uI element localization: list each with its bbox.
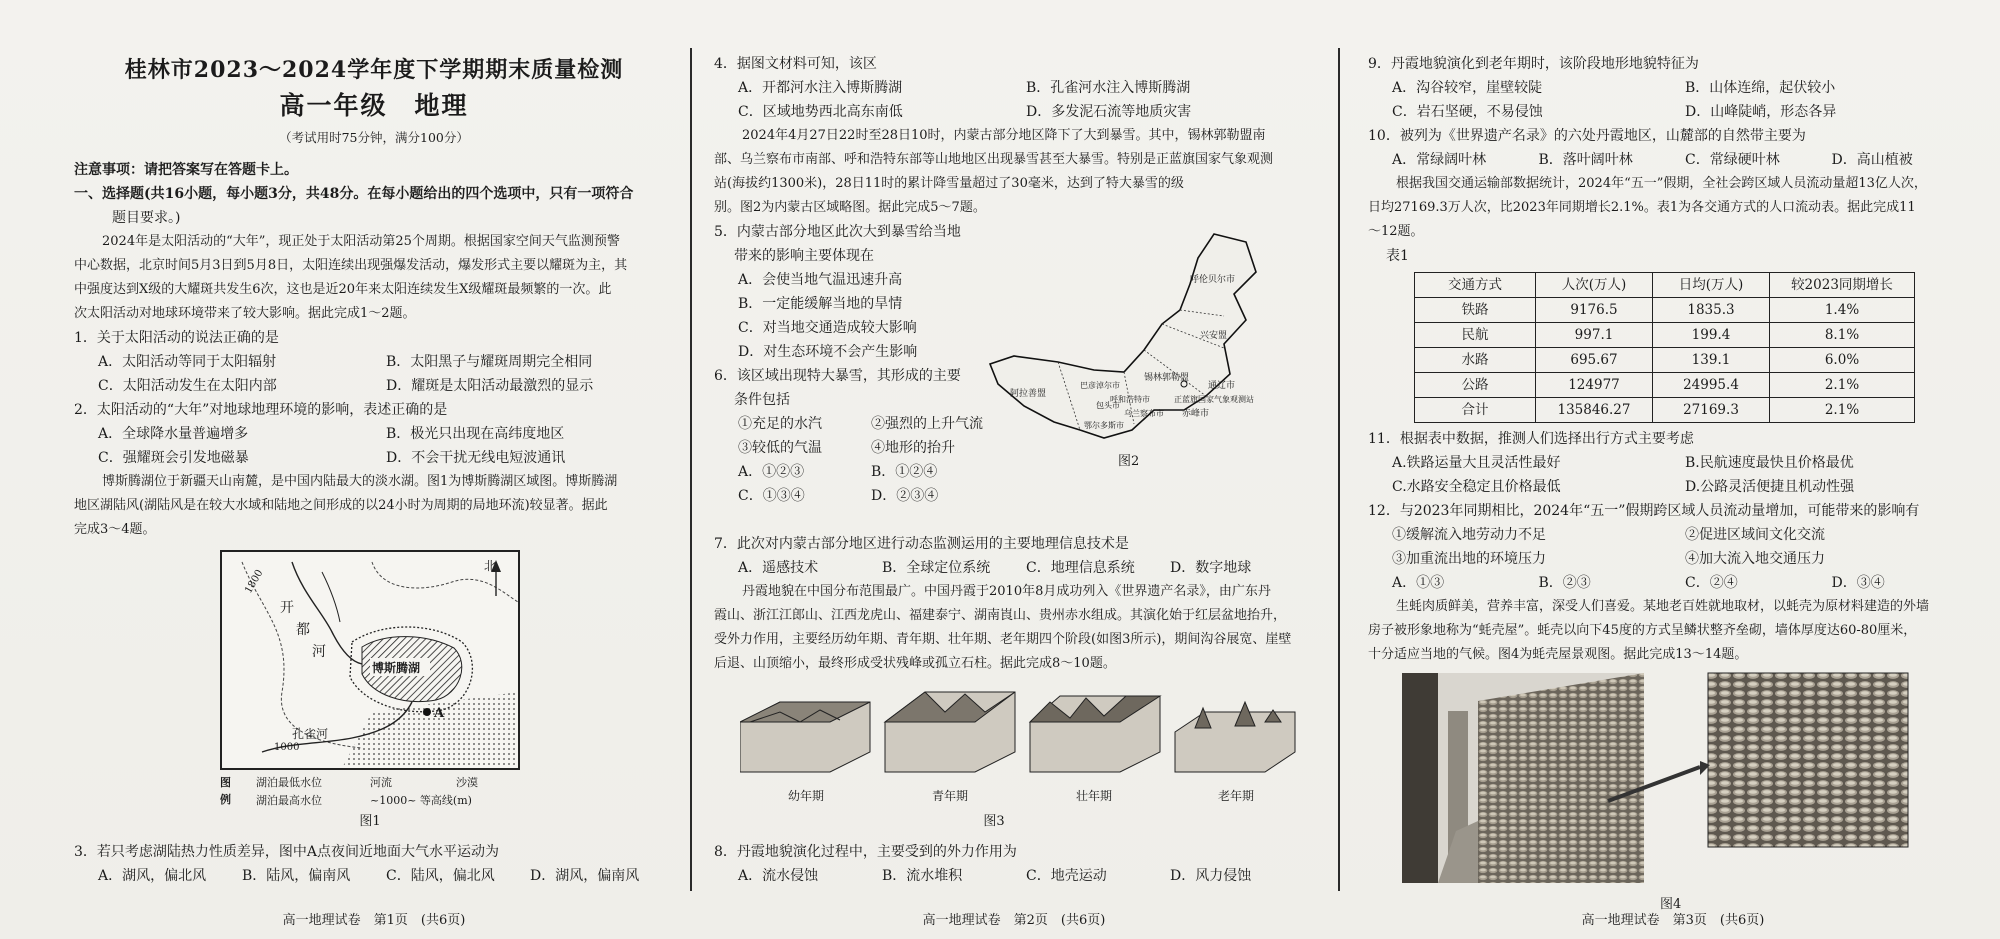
passage-3: [714, 124, 1314, 220]
question-9: 9．丹霞地貌演化到老年期时，该阶段地形地貌特征为: [1368, 56, 1699, 72]
lake-label: 博斯腾湖: [372, 661, 421, 675]
map-label: 兴安盟: [1200, 331, 1228, 341]
river-label: 河: [312, 644, 326, 660]
question-10: 10．被列为《世界遗产名录》的六处丹霞地区，山麓部的自然带主要为: [1368, 128, 1806, 144]
table-cell: 2.1%: [1770, 373, 1915, 398]
figure-2-map: [984, 224, 1274, 474]
stage-young-block: [885, 692, 1015, 772]
q7-option-a[interactable]: A．遥感技术: [738, 560, 819, 576]
passage-line: ～12题。: [1368, 224, 1424, 239]
table-cell: 民航: [1415, 323, 1536, 348]
danxia-stages: [740, 682, 1300, 782]
q9-option-b[interactable]: B．山体连绵，起伏较小: [1685, 80, 1836, 96]
q2-options-row2: [74, 446, 674, 470]
q11-option-a[interactable]: A.铁路运量大且灵活性最好: [1392, 455, 1561, 471]
table-cell: 合计: [1415, 398, 1536, 423]
passage-line: 房子被形象地称为“蚝壳屋”。蚝壳以向下45度的方式呈鳞状整齐垒砌，墙体厚度达60-80厘米，: [1368, 623, 1917, 638]
q9-options-row2: [1368, 100, 1978, 124]
q1-options-row2: [74, 374, 674, 398]
q4-options-row1: [714, 76, 1314, 100]
q6-item-2: ②强烈的上升气流: [871, 416, 983, 432]
q8-option-c[interactable]: C．地壳运动: [1026, 868, 1107, 884]
q7-option-b[interactable]: B．全球定位系统: [882, 560, 991, 576]
q4-options-row2: [714, 100, 1314, 124]
q6-option-b[interactable]: B．①②④: [871, 464, 938, 480]
question-3: 3．若只考虑湖陆热力性质差异，图中A点夜间近地面大气水平运动为: [74, 844, 500, 860]
passage-line: 十分适应当地的气候。图4为蚝壳屋景观图。据此完成13～14题。: [1368, 647, 1748, 662]
table-row: [1415, 298, 1915, 323]
q3-option-d[interactable]: D．湖风，偏南风: [530, 868, 640, 884]
table-cell: 9176.5: [1536, 298, 1653, 323]
stage-youth-block: [740, 702, 870, 772]
q1-options-row1: [74, 350, 674, 374]
table-row: [1415, 373, 1915, 398]
question-6: 6．该区域出现特大暴雪，其形成的主要: [714, 368, 961, 384]
q3-option-a[interactable]: A．湖风，偏北风: [98, 868, 207, 884]
q3-option-c[interactable]: C．陆风，偏北风: [386, 868, 495, 884]
q6-items-row2: [714, 436, 1004, 460]
q3-options: [74, 864, 674, 888]
q12-items-row2: [1368, 547, 1978, 571]
figure-1-map: [220, 550, 520, 770]
q9-options-row1: [1368, 76, 1978, 100]
q1-option-b[interactable]: B．太阳黑子与耀斑周期完全相同: [386, 354, 593, 370]
q5-q6-text: [714, 220, 1004, 508]
table-cell: 139.1: [1653, 348, 1770, 373]
map-label: 呼伦贝尔市: [1190, 275, 1236, 285]
map-label: 包头市: [1096, 401, 1120, 410]
question-4: 4．据图文材料可知，该区: [714, 56, 877, 72]
table-cell: 997.1: [1536, 323, 1653, 348]
figure-3-caption: 图3: [983, 814, 1005, 829]
q7-option-d[interactable]: D．数字地球: [1170, 560, 1252, 576]
map-label: 呼和浩特市: [1110, 395, 1150, 404]
table-cell: 6.0%: [1770, 348, 1915, 373]
table-header: 交通方式: [1415, 273, 1536, 298]
figure-4-caption: 图4: [1660, 897, 1682, 912]
exam-title: 桂林市2023～2024学年度下学期期末质量检测: [124, 57, 624, 83]
q12-option-d[interactable]: D．③④: [1831, 575, 1885, 591]
passage-line: 霞山、浙江江郎山、江西龙虎山、福建泰宁、湖南崀山、贵州赤水组成。其演化始于红层盆地抬升，: [714, 608, 1287, 623]
table-cell: 1.4%: [1770, 298, 1915, 323]
oyster-shell-house-photo: [1368, 671, 1928, 885]
question-8: 8．丹霞地貌演化过程中，主要受到的外力作用为: [714, 844, 1017, 860]
passage-5: [1368, 172, 1978, 244]
question-6-cont: 条件包括: [734, 392, 790, 408]
table-cell: 695.67: [1536, 348, 1653, 373]
passage-line: 站(海拔约1300米)，28日11时的累计降雪量超过了30毫米，达到了特大暴雪的级: [714, 176, 1184, 191]
page-footer: 高一地理试卷 第2页 (共6页): [922, 913, 1106, 928]
river-label: 开: [280, 600, 294, 616]
table-cell: 2.1%: [1770, 398, 1915, 423]
exam-note: （考试用时75分钟，满分100分）: [279, 130, 469, 145]
table-cell: 199.4: [1653, 323, 1770, 348]
passage-4: [714, 580, 1314, 676]
q12-item-4: ④加大流入地交通压力: [1685, 551, 1825, 567]
passage-line: 部、乌兰察布市南部、呼和浩特东部等山地地区出现暴雪甚至大暴雪。特别是正蓝旗国家气象观测: [714, 152, 1274, 167]
q5-option-a[interactable]: A．会使当地气温迅速升高: [738, 272, 903, 288]
legend-item: 湖泊最高水位: [256, 794, 322, 807]
table-cell: 27169.3: [1653, 398, 1770, 423]
stage-label: 幼年期: [788, 789, 825, 803]
river-label: 孔雀河: [292, 727, 329, 741]
table-caption: 表1: [1386, 248, 1409, 264]
legend-item: 沙漠: [456, 776, 478, 789]
figure-3-diagram: [740, 682, 1314, 810]
page-footer: 高一地理试卷 第3页 (共6页): [1581, 913, 1765, 928]
legend-item: 河流: [370, 776, 392, 789]
q1-option-d[interactable]: D．耀斑是太阳活动最激烈的显示: [386, 378, 594, 394]
table-header: 日均(万人): [1653, 273, 1770, 298]
q10-options: [1368, 148, 1978, 172]
figure-1-caption: 图1: [359, 814, 381, 829]
question-11: 11．根据表中数据，推测人们选择出行方式主要考虑: [1368, 431, 1694, 447]
passage-line: 日均27169.3万人次，比2023年同期增长2.1%。表1为各交通方式的人口流动表。据此完成11: [1368, 200, 1916, 215]
q5-option-b[interactable]: B．一定能缓解当地的旱情: [738, 296, 903, 312]
question-5: 5．内蒙古部分地区此次大到暴雪给当地: [714, 224, 961, 240]
q6-item-3: ③较低的气温: [738, 440, 822, 456]
river-label: 都: [296, 622, 310, 638]
q11-option-c[interactable]: C.水路安全稳定且价格最低: [1392, 479, 1561, 495]
point-a-marker: [423, 708, 431, 716]
passage-line: 受外力作用，主要经历幼年期、青年期、壮年期、老年期四个阶段(如图3所示)，期间沟谷展宽、崖壁: [714, 632, 1292, 647]
contour-label: 1800: [243, 567, 266, 596]
page-3: [1368, 0, 1978, 939]
q1-option-c[interactable]: C．太阳活动发生在太阳内部: [98, 378, 277, 394]
map-label: 阿拉善盟: [1010, 389, 1047, 399]
question-12: 12．与2023年同期相比，2024年“五一”假期跨区域人员流动量增加，可能带来的影响有: [1368, 503, 1920, 519]
q12-option-b[interactable]: B．②③: [1538, 575, 1591, 591]
column-divider: [1338, 48, 1340, 891]
passage-line: 根据我国交通运输部数据统计，2024年“五一”假期，全社会跨区域人员流动量超13亿人次，: [1396, 176, 1927, 191]
passage-line: 次太阳活动对地球环境带来了较大影响。据此完成1～2题。: [74, 306, 416, 321]
q11-options-row1: [1368, 451, 1978, 475]
stage-label: 壮年期: [1076, 789, 1113, 803]
question-1: 1．关于太阳活动的说法正确的是: [74, 330, 279, 346]
q8-option-a[interactable]: A．流水侵蚀: [738, 868, 819, 884]
passage-line: 2024年4月27日22时至28日10时，内蒙古部分地区降下了大到暴雪。其中，锡林郭勒盟南: [742, 128, 1266, 143]
q8-option-b[interactable]: B．流水堆积: [882, 868, 963, 884]
q8-option-d[interactable]: D．风力侵蚀: [1170, 868, 1252, 884]
map-label: 巴彦淖尔市: [1080, 381, 1120, 390]
stage-old-block: [1175, 702, 1295, 772]
map-label: 赤峰市: [1182, 409, 1210, 419]
table-cell: 24995.4: [1653, 373, 1770, 398]
passage-line: 中强度达到X级的大耀斑共发生6次，这也是近20年来太阳连续发生X级耀斑最频繁的一次。此: [74, 282, 612, 297]
table-cell: 铁路: [1415, 298, 1536, 323]
q12-item-3: ③加重流出地的环境压力: [1392, 551, 1546, 567]
question-2: 2．太阳活动的“大年”对地球地理环境的影响，表述正确的是: [74, 402, 448, 418]
table-header: 较2023同期增长: [1770, 273, 1915, 298]
legend-title: 图例: [220, 776, 231, 806]
q2-option-b[interactable]: B．极光只出现在高纬度地区: [386, 426, 565, 442]
passage-line: 中心数据，北京时间5月3日到5月8日，太阳连续出现强爆发活动，爆发形式主要以耀斑为主，其: [74, 258, 628, 273]
q12-item-1: ①缓解流入地劳动力不足: [1392, 527, 1546, 543]
table-cell: 1835.3: [1653, 298, 1770, 323]
passage-line: 地区湖陆风(湖陆风是在较大水域和陆地之间形成的以24小时为周期的局地环流)较显著。据此: [74, 498, 608, 513]
stage-mature-block: [1030, 696, 1160, 772]
notice: 注意事项：请把答案写在答题卡上。: [74, 162, 298, 178]
table-row: [1415, 348, 1915, 373]
q9-option-c[interactable]: C．岩石坚硬，不易侵蚀: [1392, 104, 1543, 120]
q1-option-a[interactable]: A．太阳活动等同于太阳辐射: [98, 354, 277, 370]
passage-line: 别。图2为内蒙古区域略图。据此完成5～7题。: [714, 200, 986, 215]
contour-label: 1000: [274, 742, 300, 753]
question-7: 7．此次对内蒙古部分地区进行动态监测运用的主要地理信息技术是: [714, 536, 1129, 552]
q6-item-4: ④地形的抬升: [871, 440, 955, 456]
passage-line: 完成3～4题。: [74, 522, 156, 537]
q9-option-d[interactable]: D．山峰陡峭，形态各异: [1685, 104, 1837, 120]
q4-option-a[interactable]: A．开都河水注入博斯腾湖: [738, 80, 903, 96]
table-cell: 8.1%: [1770, 323, 1915, 348]
q4-option-d[interactable]: D．多发泥石流等地质灾害: [1026, 104, 1192, 120]
map-label: 鄂尔多斯市: [1084, 421, 1124, 430]
figure-1-legend: [220, 774, 540, 810]
q12-item-2: ②促进区域间文化交流: [1685, 527, 1825, 543]
q5-option-c[interactable]: C．对当地交通造成较大影响: [738, 320, 917, 336]
legend-item: 湖泊最低水位: [256, 776, 322, 789]
q10-option-d[interactable]: D．高山植被: [1831, 152, 1913, 168]
q10-option-a[interactable]: A．常绿阔叶林: [1392, 152, 1487, 168]
table-cell: 公路: [1415, 373, 1536, 398]
q3-option-b[interactable]: B．陆风，偏南风: [242, 868, 351, 884]
q5-q6-block: [714, 220, 1314, 532]
q2-options-row1: [74, 422, 674, 446]
column-divider: [690, 48, 692, 891]
q6-options-row1: [714, 460, 1004, 484]
map-label: 通辽市: [1208, 381, 1236, 391]
q5-option-d[interactable]: D．对生态环境不会产生影响: [738, 344, 918, 360]
table-cell: 124977: [1536, 373, 1653, 398]
passage-2: [74, 470, 674, 542]
q7-option-c[interactable]: C．地理信息系统: [1026, 560, 1135, 576]
q11-options-row2: [1368, 475, 1978, 499]
q4-option-c[interactable]: C．区域地势西北高东南低: [738, 104, 903, 120]
q10-option-b[interactable]: B．落叶阔叶林: [1538, 152, 1633, 168]
map-label: 正蓝旗国家气象观测站: [1174, 395, 1254, 404]
question-5-cont: 带来的影响主要体现在: [734, 248, 874, 264]
q6-option-d[interactable]: D．②③④: [871, 488, 939, 504]
q10-option-c[interactable]: C．常绿硬叶林: [1685, 152, 1780, 168]
passage-line: 2024年是太阳活动的“大年”，现正处于太阳活动第25个周期。根据国家空间天气监测预警: [102, 234, 620, 249]
q12-items-row1: [1368, 523, 1978, 547]
table-cell: 135846.27: [1536, 398, 1653, 423]
q6-item-1: ①充足的水汽: [738, 416, 822, 432]
passage-line: 博斯腾湖位于新疆天山南麓，是中国内陆最大的淡水湖。图1为博斯腾湖区域图。博斯腾湖: [102, 474, 618, 489]
q11-option-b[interactable]: B.民航速度最快且价格最优: [1685, 455, 1854, 471]
q6-options-row2: [714, 484, 1004, 508]
passage-line: 丹霞地貌在中国分布范围最广。中国丹霞于2010年8月成功列入《世界遗产名录》，由广东丹: [742, 584, 1271, 599]
map-label: 锡林郭勒盟: [1144, 373, 1190, 383]
section-heading: 一、选择题(共16小题，每小题3分，共48分。在每小题给出的四个选项中，只有一项符合: [74, 186, 634, 202]
stage-label: 青年期: [932, 789, 969, 803]
q8-options: [714, 864, 1314, 888]
passage-line: 后退、山顶缩小，最终形成受状残峰或孤立石柱。据此完成8～10题。: [714, 656, 1116, 671]
q11-option-d[interactable]: D.公路灵活便捷且机动性强: [1685, 479, 1855, 495]
q2-option-a[interactable]: A．全球降水量普遍增多: [98, 426, 249, 442]
page-2: [714, 0, 1314, 939]
north-label: 北: [484, 559, 497, 573]
table-row: [1415, 398, 1915, 423]
table-header-row: [1415, 273, 1915, 298]
map-label: 乌兰察布市: [1124, 409, 1164, 418]
q7-options: [714, 556, 1314, 580]
q6-option-c[interactable]: C．①③④: [738, 488, 805, 504]
q6-option-a[interactable]: A．①②③: [738, 464, 805, 480]
transport-table: [1414, 272, 1915, 423]
passage-line: 生蚝肉质鲜美，营养丰富，深受人们喜爱。某地老百姓就地取材，以蚝壳为原材料建造的外墙: [1396, 599, 1930, 614]
exam-subtitle: 高一年级 地理: [279, 91, 469, 120]
passage-1: [74, 230, 674, 326]
inner-mongolia-map: [984, 224, 1274, 474]
legend-item: ~1000~ 等高线(m): [370, 794, 472, 807]
passage-6: [1368, 595, 1978, 667]
q9-option-a[interactable]: A．沟谷较窄，崖壁较陡: [1392, 80, 1543, 96]
q12-options: [1368, 571, 1978, 595]
page-1: [74, 0, 674, 939]
q2-option-d[interactable]: D．不会干扰无线电短波通讯: [386, 450, 566, 466]
q6-items-row1: [714, 412, 1004, 436]
point-a-label: A: [434, 706, 445, 721]
page-footer: 高一地理试卷 第1页 (共6页): [282, 913, 466, 928]
table-row: [1415, 323, 1915, 348]
table-cell: 水路: [1415, 348, 1536, 373]
section-heading-cont: 题目要求。): [112, 210, 181, 226]
figure-4-photo: [1368, 671, 1978, 912]
q2-option-c[interactable]: C．强耀斑会引发地磁暴: [98, 450, 249, 466]
stage-label: 老年期: [1218, 789, 1255, 803]
q12-option-c[interactable]: C．②④: [1685, 575, 1738, 591]
q4-option-b[interactable]: B．孔雀河水注入博斯腾湖: [1026, 80, 1191, 96]
table-header: 人次(万人): [1536, 273, 1653, 298]
figure-2-caption: 图2: [1118, 454, 1140, 469]
q12-option-a[interactable]: A．①③: [1392, 575, 1445, 591]
